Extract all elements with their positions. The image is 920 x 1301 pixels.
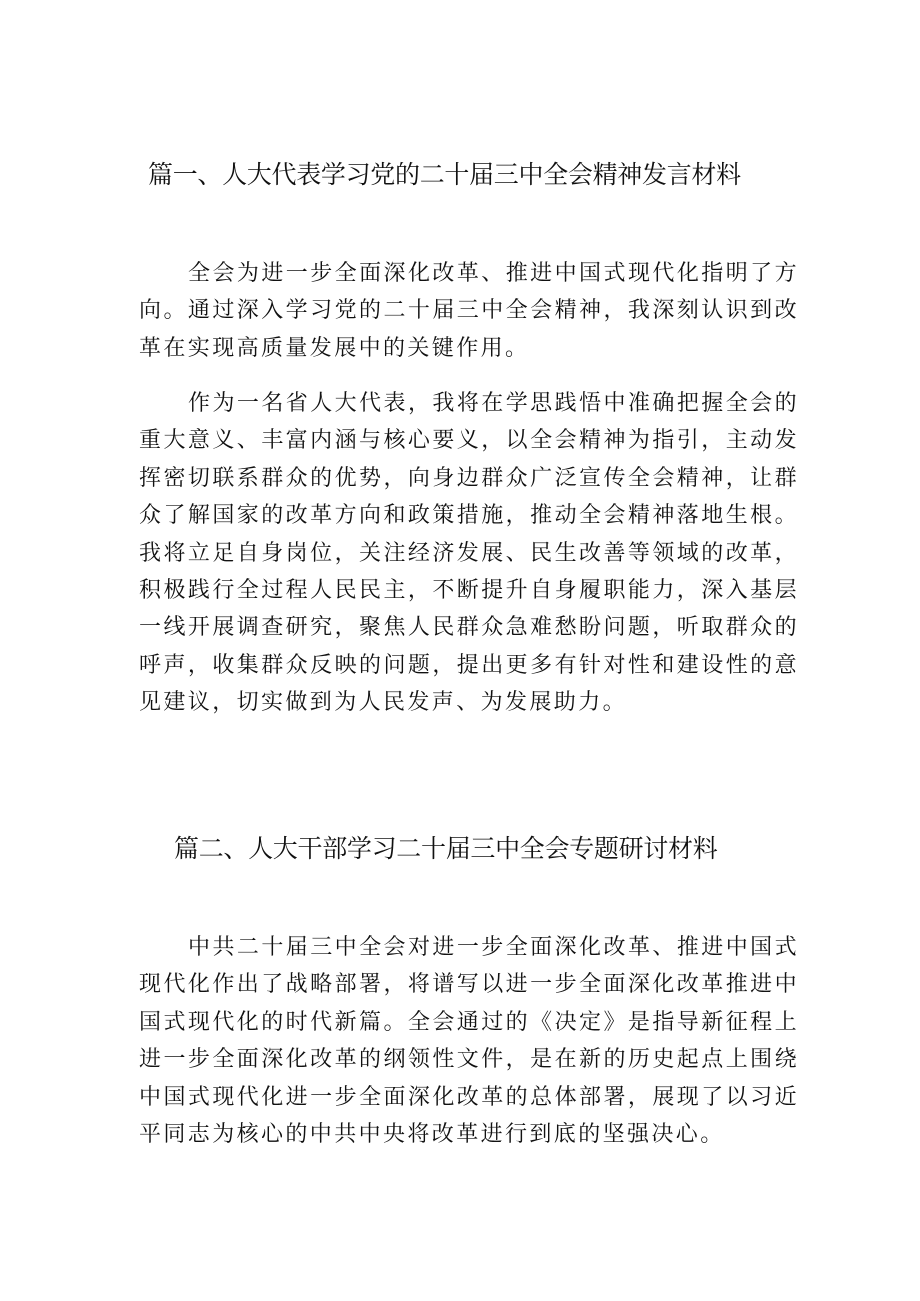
- section-1-paragraph-1: 全会为进一步全面深化改革、推进中国式现代化指明了方向。通过深入学习党的二十届三中全会精神，我深刻认识到改革在实现高质量发展中的关键作用。: [139, 261, 799, 361]
- section-2-paragraph-1: 中共二十届三中全会对进一步全面深化改革、推进中国式现代化作出了战略部署，将谱写以进一步全面深化改革推进中国式现代化的时代新篇。全会通过的《决定》是指导新征程上进一步全面深化改革的纲领性文件，是在新的历史起点上围绕中国式现代化进一步全面深化改革的总体部署，展现了以习近平同志为核心的中共中央将改革进行到底的坚强决心。: [139, 935, 799, 1148]
- section-1-paragraph-2: 作为一名省人大代表，我将在学思践悟中准确把握全会的重大意义、丰富内涵与核心要义，以全会精神为指引，主动发挥密切联系群众的优势，向身边群众广泛宣传全会精神，让群众了解国家的改革方向和政策措施，推动全会精神落地生根。我将立足自身岗位，关注经济发展、民生改善等领域的改革，积极践行全过程人民民主，不断提升自身履职能力，深入基层一线开展调查研究，聚焦人民群众急难愁盼问题，听取群众的呼声，收集群众反映的问题，提出更多有针对性和建设性的意见建议，切实做到为人民发声、为发展助力。: [139, 391, 799, 716]
- section-2-heading: 篇二、人大干部学习二十届三中全会专题研讨材料: [174, 834, 718, 863]
- section-1-heading: 篇一、人大代表学习党的二十届三中全会精神发言材料: [148, 160, 741, 189]
